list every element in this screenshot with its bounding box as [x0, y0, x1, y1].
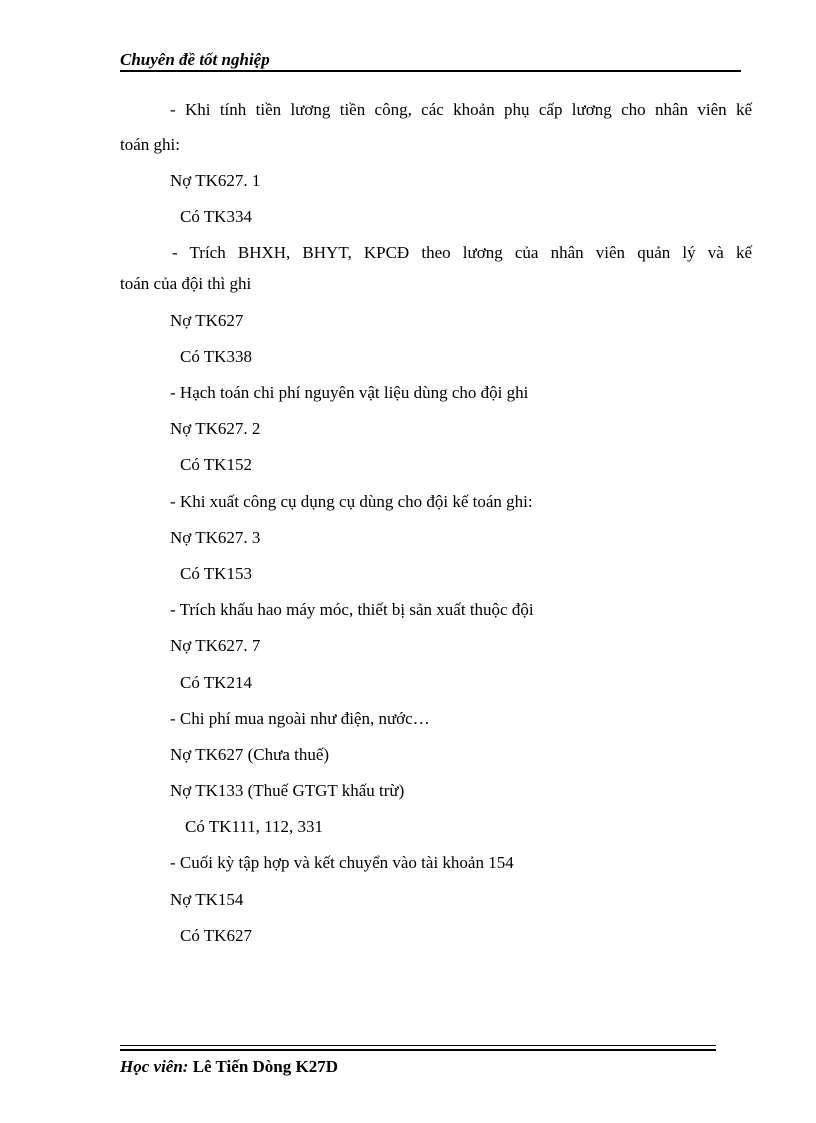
entry-debit-line: Nợ TK627. 3: [170, 528, 261, 547]
page-footer: [120, 1057, 338, 1077]
paragraph-1-line-1: - Khi tính tiền lương tiền công, các khoản phụ cấp lương cho nhân viên kế: [170, 100, 752, 119]
footer-divider-thin: [120, 1045, 716, 1046]
header-divider: [120, 70, 741, 72]
footer-label: Học viên:: [120, 1057, 189, 1076]
footer-divider-thick: [120, 1049, 716, 1051]
entry-debit-line: Nợ TK627. 2: [170, 419, 261, 438]
section-item: - Hạch toán chi phí nguyên vật liệu dùng cho đội ghi: [170, 383, 529, 402]
entry-credit-line: Có TK152: [180, 455, 252, 474]
paragraph-2-line-2: toán của đội thì ghi: [120, 274, 252, 293]
entry-credit-line: Có TK153: [180, 564, 252, 583]
paragraph-1-line-2: toán ghi:: [120, 135, 180, 154]
entry-credit-line: Có TK111, 112, 331: [185, 817, 324, 836]
footer-author-name: Lê Tiến Dòng K27D: [192, 1057, 339, 1076]
section-item: - Chi phí mua ngoài như điện, nước…: [170, 709, 430, 728]
entry-credit-line: Có TK627: [180, 926, 252, 945]
entry-debit-line: Nợ TK627: [170, 311, 244, 330]
entry-debit-line: Nợ TK627 (Chưa thuế): [170, 745, 330, 764]
entry-debit-line: Nợ TK133 (Thuế GTGT khấu trừ): [170, 781, 405, 800]
entry-debit-line: Nợ TK627. 1: [170, 171, 261, 190]
entry-credit-line: Có TK338: [180, 347, 252, 366]
section-item: - Khi xuất công cụ dụng cụ dùng cho đội kế toán ghi:: [170, 492, 533, 511]
section-item: - Cuối kỳ tập hợp và kết chuyển vào tài khoản 154: [170, 853, 514, 872]
entry-credit-line: Có TK214: [180, 673, 252, 692]
section-item: - Trích khấu hao máy móc, thiết bị sản xuất thuộc đội: [170, 600, 534, 619]
entry-debit-line: Nợ TK627. 7: [170, 636, 261, 655]
entry-credit-line: Có TK334: [180, 207, 252, 226]
page-header-title: Chuyên đề tốt nghiệp: [120, 50, 270, 69]
paragraph-2-line-1: - Trích BHXH, BHYT, KPCĐ theo lương của nhân viên quản lý và kế: [172, 243, 752, 262]
entry-debit-line: Nợ TK154: [170, 890, 244, 909]
